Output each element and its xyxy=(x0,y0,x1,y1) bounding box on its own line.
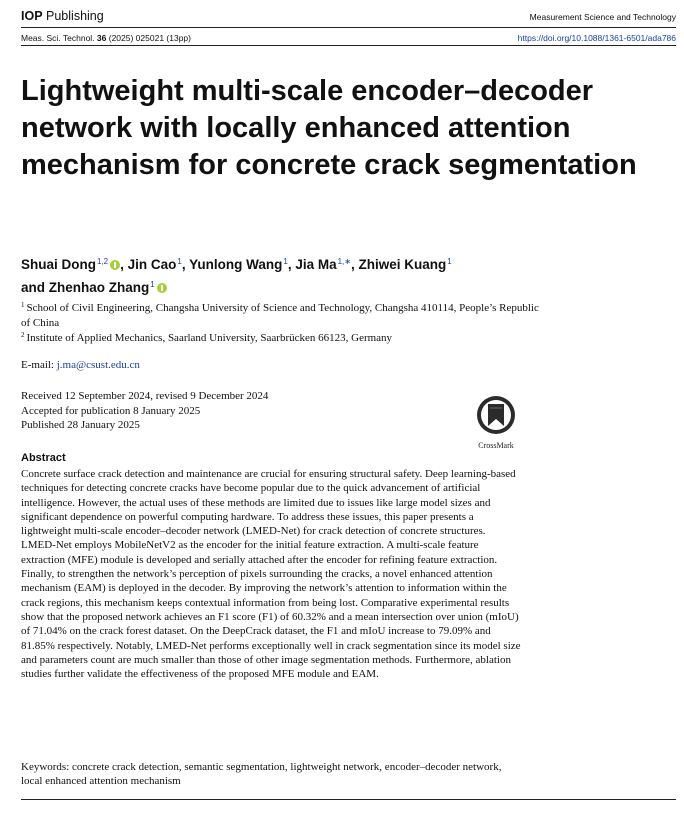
header-divider-bottom xyxy=(21,45,676,46)
doi-link[interactable]: https://doi.org/10.1088/1361-6501/ada786 xyxy=(517,33,676,43)
affiliation-number: 1 xyxy=(21,301,25,309)
header-divider xyxy=(21,27,676,28)
affiliation-text: School of Civil Engineering, Changsha University of Science and Technology, Changsha 410114, People’s Republic of China xyxy=(21,302,539,329)
keywords-label: Keywords: xyxy=(21,761,73,773)
author-separator: , xyxy=(350,257,359,272)
author-affiliation-mark: 1,∗ xyxy=(337,257,351,266)
citation-suffix: (2025) 025021 (13pp) xyxy=(106,33,191,43)
keywords xyxy=(21,760,521,789)
author-affiliation-mark: 1 xyxy=(177,257,182,266)
author[interactable] xyxy=(295,257,351,272)
author-name: and Zhenhao Zhang xyxy=(21,280,150,295)
accepted-date: Accepted for publication 8 January 2025 xyxy=(21,404,201,417)
crossmark-icon xyxy=(476,395,516,435)
author-affiliation-mark: 1 xyxy=(150,280,155,289)
author-name: Zhiwei Kuang xyxy=(358,257,447,272)
footer-divider xyxy=(21,799,676,800)
author[interactable] xyxy=(128,257,182,272)
keywords-text: concrete crack detection, semantic segmentation, lightweight network, encoder–decoder network, local enhanced attention mechanism xyxy=(21,761,502,788)
publisher-name-rest: Publishing xyxy=(42,9,104,23)
author-separator: , xyxy=(120,257,128,272)
author-affiliation-mark: 1 xyxy=(283,257,288,266)
author-affiliation-mark: 1 xyxy=(447,257,452,266)
citation-volume: 36 xyxy=(96,33,107,43)
crossmark-label: CrossMark xyxy=(478,441,514,450)
author[interactable] xyxy=(21,257,120,272)
crossmark-badge[interactable] xyxy=(470,395,522,450)
citation xyxy=(21,33,191,43)
citation-prefix: Meas. Sci. Technol. xyxy=(21,33,97,43)
author[interactable] xyxy=(359,257,452,272)
affiliation xyxy=(21,328,541,346)
paper-title: Lightweight multi-scale encoder–decoder network with locally enhanced attention mechanism for concrete crack segmentation xyxy=(21,75,637,181)
author[interactable] xyxy=(21,280,167,295)
author-affiliation-mark: 1,2 xyxy=(97,257,109,266)
published-date: Published 28 January 2025 xyxy=(21,419,140,431)
author-name: Shuai Dong xyxy=(21,257,96,272)
journal-name: Measurement Science and Technology xyxy=(529,12,676,22)
abstract-text: Concrete surface crack detection and maintenance are crucial for ensuring structural safety. Deep learning-based techniques for detecting concrete cracks have become popular due to the quick advancement of artificial intelligence. However, the actual uses of these methods are limited due to issues like large model sizes and significant dependence on powerful computing hardware. To address these issues, this paper presents a lightweight multi-scale encoder–decoder network (LMED-Net) for crack detection of concrete structures. LMED-Net employs MobileNetV2 as the encoder for the initial feature extraction. A multi-scale feature extraction (MFE) module is developed and serially attached after the encoder for refining feature extraction. Finally, to strengthen the network’s perception of pixels surrounding the cracks, a novel enhanced attention mechanism (EAM) is deployed in the decoder. By improving the network’s attention to information within the crack regions, this mechanism keeps contextual information from being lost. Comparative experimental results show that the proposed network achieves an F1 score (F1) of 60.32% and a mean intersection over union (mIoU) of 71.04% on the crack forest dataset. On the DeepCrack dataset, the F1 and mIoU increase to 79.09% and 81.85% respectively. Notably, LMED-Net performs exceptionally well in crack segmentation since its model size and parameters count are much smaller than those of other image segmentation methods. Furthermore, ablation studies further validate the effectiveness of the proposed MFE module and EAM. xyxy=(21,468,521,681)
author-separator: , xyxy=(181,257,190,272)
email-link[interactable]: j.ma@csust.edu.cn xyxy=(56,359,140,371)
email-label: E-mail: xyxy=(21,359,57,371)
author-name: Jia Ma xyxy=(295,257,337,272)
corresponding-email xyxy=(21,358,140,373)
publisher-logo xyxy=(21,9,104,23)
author[interactable] xyxy=(189,257,288,272)
affiliation-text: Institute of Applied Mechanics, Saarland University, Saarbrücken 66123, Germany xyxy=(26,332,393,344)
publication-dates xyxy=(21,389,268,433)
author-separator: , xyxy=(287,257,296,272)
affiliation-number: 2 xyxy=(21,331,25,339)
orcid-icon[interactable] xyxy=(110,260,120,270)
author-name: Yunlong Wang xyxy=(189,257,283,272)
abstract-heading: Abstract xyxy=(21,452,66,464)
author-name: Jin Cao xyxy=(127,257,177,272)
affiliation xyxy=(21,298,541,330)
publisher-name-bold: IOP xyxy=(21,9,43,23)
orcid-icon[interactable] xyxy=(157,283,167,293)
author-list xyxy=(21,252,521,298)
received-date: Received 12 September 2024, revised 9 December 2024 xyxy=(21,390,269,402)
